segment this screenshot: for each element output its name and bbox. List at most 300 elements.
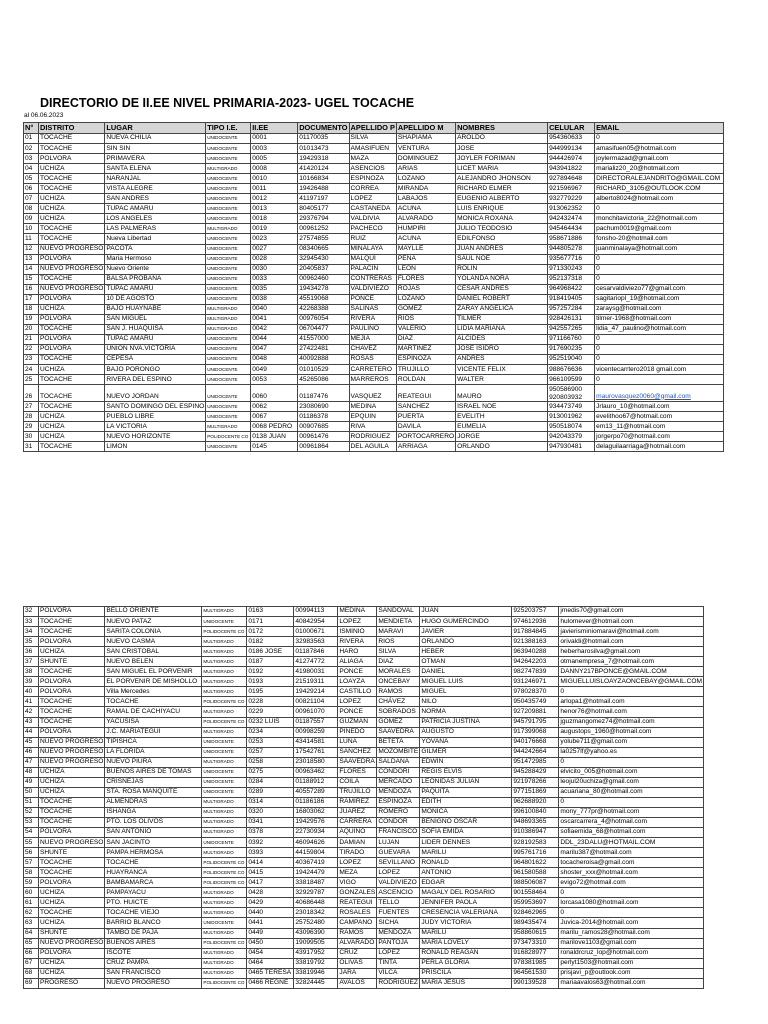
table-row: [24, 878, 704, 888]
cell-district: SHUNTE: [39, 928, 105, 938]
cell-district: UCHIZA: [39, 918, 105, 928]
cell-document: 32929787: [294, 888, 338, 898]
table-row: [24, 737, 704, 747]
cell-number: 37: [24, 657, 39, 667]
cell-document: 01187557: [294, 717, 338, 727]
cell-surname-m: ROJAS: [396, 284, 455, 294]
cell-place: SARITA COLONIA: [105, 627, 202, 637]
cell-school-type: UNIDOCENTE: [206, 294, 251, 304]
table-row: [24, 607, 704, 617]
cell-district: POLVORA: [39, 948, 105, 958]
cell-district: UCHIZA: [39, 365, 105, 375]
cell-number: 02: [24, 144, 39, 154]
cell-email: vicentecarrtero2018 gmail.com: [595, 365, 724, 375]
table-row: [24, 787, 704, 797]
cell-school: 0428: [247, 888, 294, 898]
cell-school: 0038: [251, 294, 298, 304]
cell-document: 19099505: [294, 938, 338, 948]
cell-number: 07: [24, 194, 39, 204]
cell-email: marilu387@hotmail.com: [559, 848, 704, 858]
cell-email: em13_11@hotmail.com: [595, 422, 724, 432]
cell-district: TOCACHE: [39, 627, 105, 637]
column-header-phone: CELULAR: [548, 123, 595, 134]
cell-email: pachum0019@gmail.com: [595, 224, 724, 234]
cell-names: OTMAN: [420, 657, 512, 667]
cell-number: 11: [24, 234, 39, 244]
cell-names: HEBER: [420, 647, 512, 657]
cell-school-type: MULTIGRADO: [206, 224, 251, 234]
cell-email: juanminalaya@hotmail.com: [595, 244, 724, 254]
cell-place: HUAYRANCA: [105, 868, 202, 878]
cell-place: CRUZ PAMPA: [105, 958, 202, 968]
cell-school-type: UNIDOCENTE: [206, 134, 251, 144]
cell-school-type: POLIDOCENTE CO: [202, 978, 247, 988]
cell-document: 01187476: [298, 385, 349, 402]
cell-place: NUEVO JORDAN: [105, 385, 206, 402]
cell-number: 36: [24, 647, 39, 657]
cell-names: HUGO GUMERCINDO: [420, 617, 512, 627]
cell-district: NUEVO PROGRESO: [39, 264, 105, 274]
cell-document: 01010529: [298, 365, 349, 375]
cell-school: 0449: [247, 928, 294, 938]
cell-surname-m: ONCEBAY: [377, 677, 420, 687]
cell-phone: 950586900 920803932: [548, 385, 595, 402]
cell-phone: 942432474: [548, 214, 595, 224]
cell-school-type: UNIDOCENTE: [202, 737, 247, 747]
cell-phone: 945288429: [512, 767, 559, 777]
cell-school: 0466 REGNE: [247, 978, 294, 988]
cell-surname-m: FLORES: [396, 274, 455, 284]
cell-email: mariaavalos63@hotmail.com: [559, 978, 704, 988]
cell-surname-p: REATEGUI: [338, 898, 377, 908]
table-row: [24, 184, 724, 194]
cell-email: javierisminiomaravi@hotmail.com: [559, 627, 704, 637]
cell-names: EDWIN: [420, 757, 512, 767]
cell-surname-m: VALDIVIEZO: [377, 878, 420, 888]
cell-school: 0035: [251, 284, 298, 294]
cell-surname-m: VENTURA: [396, 144, 455, 154]
cell-names: SOFIA EMIDA: [420, 828, 512, 838]
cell-district: NUEVO PROGRESO: [39, 938, 105, 948]
cell-school-type: UNIDOCENTE: [206, 274, 251, 284]
cell-names: LUIS ENRIQUE: [456, 204, 548, 214]
table-row: [24, 817, 704, 827]
cell-school: 0314: [247, 797, 294, 807]
cell-document: 33819946: [294, 968, 338, 978]
table-row: [24, 254, 724, 264]
cell-school-type: MULTIGRADO: [202, 607, 247, 617]
cell-school-type: MULTIGRADO: [202, 817, 247, 827]
cell-document: 41557000: [298, 334, 349, 344]
cell-surname-p: CASTILLO: [338, 687, 377, 697]
cell-school: 0454: [247, 948, 294, 958]
cell-number: 69: [24, 978, 39, 988]
cell-place: RAMAL DE CACHIYACU: [105, 707, 202, 717]
cell-names: LICET MARIA: [456, 164, 548, 174]
cell-phone: 928192583: [512, 838, 559, 848]
table-row: [24, 154, 724, 164]
cell-surname-p: RUIZ: [349, 234, 396, 244]
cell-document: 19429318: [298, 154, 349, 164]
table-row: [24, 432, 724, 442]
cell-surname-p: CONTRERAS: [349, 274, 396, 284]
table-row: [24, 194, 724, 204]
column-header-email: EMAIL: [595, 123, 724, 134]
cell-phone: 951472985: [512, 757, 559, 767]
cell-district: UCHIZA: [39, 647, 105, 657]
cell-district: UCHIZA: [39, 432, 105, 442]
table-row: [24, 314, 724, 324]
cell-number: 22: [24, 344, 39, 354]
cell-district: POLVORA: [39, 828, 105, 838]
cell-school: 0234: [247, 727, 294, 737]
cell-place: LIMON: [105, 442, 206, 452]
cell-place: SAN JACINTO: [105, 838, 202, 848]
cell-number: 23: [24, 355, 39, 365]
cell-surname-p: CASTANEDA: [349, 204, 396, 214]
cell-document: 43917952: [294, 948, 338, 958]
cell-email: 0: [595, 334, 724, 344]
cell-place: 10 DE AGOSTO: [105, 294, 206, 304]
cell-surname-p: DAMIAN: [338, 838, 377, 848]
cell-place: NUEVO CASMA: [105, 637, 202, 647]
cell-school-type: MULTIGRADO: [202, 687, 247, 697]
cell-number: 52: [24, 807, 39, 817]
table-row: [24, 868, 704, 878]
cell-surname-p: ALVARADO: [338, 938, 377, 948]
cell-school: 0450: [247, 938, 294, 948]
table-row: [24, 214, 724, 224]
cell-school-type: UNIDOCENTE: [206, 144, 251, 154]
cell-school: 0440: [247, 908, 294, 918]
cell-email: la0257lf@yahoo.es: [559, 747, 704, 757]
cell-email: 0: [595, 355, 724, 365]
cell-number: 20: [24, 324, 39, 334]
cell-number: 05: [24, 174, 39, 184]
cell-number: 57: [24, 858, 39, 868]
table-row: [24, 717, 704, 727]
cell-school: 0192: [247, 667, 294, 677]
cell-email: fonsho-20@hotmail.com: [595, 234, 724, 244]
cell-surname-p: CAMPANO: [338, 918, 377, 928]
cell-school-type: UNIDOCENTE: [202, 767, 247, 777]
cell-phone: 916828977: [512, 948, 559, 958]
cell-phone: 901558464: [512, 888, 559, 898]
cell-email: yolube711@gmail.com: [559, 737, 704, 747]
table-row: [24, 858, 704, 868]
cell-place: SAN MIGUEL: [105, 314, 206, 324]
cell-email: amasifuen05@hotmail.com: [595, 144, 724, 154]
table-row: [24, 938, 704, 948]
cell-surname-m: DIAZ: [377, 657, 420, 667]
cell-surname-m: LOZANO: [396, 294, 455, 304]
cell-school: 0018: [251, 214, 298, 224]
cell-phone: 931246971: [512, 677, 559, 687]
cell-place: PAMPAYACU: [105, 888, 202, 898]
cell-phone: 940176668: [512, 737, 559, 747]
cell-surname-m: CONDORI: [377, 767, 420, 777]
cell-email: prisjavi_p@outlook.com: [559, 968, 704, 978]
cell-names: VICENTE FELIX: [456, 365, 548, 375]
cell-number: 47: [24, 757, 39, 767]
cell-district: TOCACHE: [39, 908, 105, 918]
cell-document: 01186378: [298, 412, 349, 422]
cell-school-type: POLIDOCENTE CO: [202, 858, 247, 868]
cell-email: cesarvaldiviezo77@gmail.com: [595, 284, 724, 294]
cell-number: 50: [24, 787, 39, 797]
cell-surname-m: SAAVEDRA: [377, 727, 420, 737]
cell-school-type: UNIDOCENTE: [202, 918, 247, 928]
cell-phone: 957257284: [548, 304, 595, 314]
cell-email: jorgerpo70@hotmail.com: [595, 432, 724, 442]
cell-names: BENIGNO OSCAR: [420, 817, 512, 827]
cell-number: 18: [24, 304, 39, 314]
cell-district: TOCACHE: [39, 144, 105, 154]
cell-phone: 964968422: [548, 284, 595, 294]
cell-district: POLVORA: [39, 334, 105, 344]
cell-names: ROLIN: [456, 264, 548, 274]
cell-surname-m: VALERIO: [396, 324, 455, 334]
cell-surname-p: CARRETERO: [349, 365, 396, 375]
cell-surname-p: CHAVEZ: [349, 344, 396, 354]
cell-school-type: MULTIGRADO: [202, 707, 247, 717]
cell-number: 55: [24, 838, 39, 848]
cell-phone: 917884845: [512, 627, 559, 637]
cell-phone: 947930481: [548, 442, 595, 452]
cell-email: tocacheroisa@gmail.com: [559, 858, 704, 868]
cell-document: 40842954: [294, 617, 338, 627]
cell-school-type: MULTIGRADO: [202, 647, 247, 657]
cell-names: LIDER DENNES: [420, 838, 512, 848]
cell-phone: 974612936: [512, 617, 559, 627]
cell-email: marializ20_20@hotmail.com: [595, 164, 724, 174]
table-row: [24, 264, 724, 274]
table-row: [24, 442, 724, 452]
cell-school-type: MULTIGRADO: [202, 958, 247, 968]
cell-place: BAJO PORONGO: [105, 365, 206, 375]
cell-school: 0010: [251, 174, 298, 184]
cell-school: 0068 PEDRO: [251, 422, 298, 432]
cell-place: Villa Mercedes: [105, 687, 202, 697]
cell-phone: 910386947: [512, 828, 559, 838]
cell-phone: 954360633: [548, 134, 595, 144]
cell-school: 0229: [247, 707, 294, 717]
cell-school: 0341: [247, 817, 294, 827]
cell-document: 22730934: [294, 828, 338, 838]
cell-email: sagitariopl_19@hotmail.com: [595, 294, 724, 304]
cell-surname-p: AMASIFUEN: [349, 144, 396, 154]
cell-place: NUEVO HORIZONTE: [105, 432, 206, 442]
cell-email: 0: [559, 888, 704, 898]
cell-place: ISHANGA: [105, 807, 202, 817]
cell-surname-m: SALDANA: [377, 757, 420, 767]
cell-phone: 973473310: [512, 938, 559, 948]
cell-names: AROLDO: [456, 134, 548, 144]
cell-surname-p: LUNA: [338, 737, 377, 747]
cell-school-type: MULTIGRADO: [202, 677, 247, 687]
cell-email: Juvica-2014@hotmail.com: [559, 918, 704, 928]
cell-names: MAGALY DEL ROSARIO: [420, 888, 512, 898]
cell-surname-m: CONDOR: [377, 817, 420, 827]
cell-school: 0284: [247, 777, 294, 787]
table-row: [24, 385, 724, 402]
cell-school-type: POLIDOCENTE CO: [202, 627, 247, 637]
cell-number: 12: [24, 244, 39, 254]
cell-email: DDL_23DALU@HOTMAIL.COM: [559, 838, 704, 848]
cell-surname-p: MINALAYA: [349, 244, 396, 254]
cell-names: MARIA JESUS: [420, 978, 512, 988]
cell-school-type: UNIDOCENTE: [202, 787, 247, 797]
cell-phone: 932779229: [548, 194, 595, 204]
cell-school-type: MULTIGRADO: [202, 637, 247, 647]
cell-email: hulomever@hotmail.com: [559, 617, 704, 627]
cell-school: 0163: [247, 607, 294, 617]
cell-district: UCHIZA: [39, 888, 105, 898]
cell-number: 14: [24, 264, 39, 274]
cell-school: 0253: [247, 737, 294, 747]
cell-surname-m: MERCADO: [377, 777, 420, 787]
cell-names: PATRICIA JUSTINA: [420, 717, 512, 727]
table-row: [24, 968, 704, 978]
cell-place: J.C. MARIATEGUI: [105, 727, 202, 737]
cell-school-type: UNIDOCENTE: [206, 244, 251, 254]
cell-surname-p: MEDINA: [338, 607, 377, 617]
cell-school-type: POLIDOCENTE CO: [202, 938, 247, 948]
cell-names: PRISCILA: [420, 968, 512, 978]
cell-district: TOCACHE: [39, 324, 105, 334]
cell-document: 16803062: [294, 807, 338, 817]
cell-school-type: UNIDOCENTE: [206, 412, 251, 422]
cell-school-type: UNIDOCENTE: [206, 184, 251, 194]
cell-surname-m: PEÑA: [396, 254, 455, 264]
cell-district: TOCACHE: [39, 707, 105, 717]
cell-school: 0258: [247, 757, 294, 767]
cell-number: 40: [24, 687, 39, 697]
cell-school-type: MULTIGRADO: [202, 807, 247, 817]
table-row: [24, 375, 724, 385]
cell-email: otmanempresa_7@hotmail.com: [559, 657, 704, 667]
cell-phone: 988506087: [512, 878, 559, 888]
cell-names: MARILU: [420, 928, 512, 938]
table-row: [24, 777, 704, 787]
cell-number: 29: [24, 422, 39, 432]
cell-email: leojul20uchiza@gmail.com: [559, 777, 704, 787]
cell-email: zaraysg@hotmail.com: [595, 304, 724, 314]
cell-place: VISTA ALEGRE: [105, 184, 206, 194]
cell-place: PUEBLO LIBRE: [105, 412, 206, 422]
cell-names: CRESENCIA VALERIANA: [420, 908, 512, 918]
cell-phone: 996100840: [512, 807, 559, 817]
cell-number: 43: [24, 717, 39, 727]
cell-email: 0: [595, 375, 724, 385]
cell-names: ZARAY ANGELICA: [456, 304, 548, 314]
cell-names: NILO: [420, 697, 512, 707]
cell-district: UCHIZA: [39, 214, 105, 224]
cell-phone: 942642203: [512, 657, 559, 667]
cell-phone: 950518074: [548, 422, 595, 432]
table-row: [24, 617, 704, 627]
cell-document: 40686448: [294, 898, 338, 908]
cell-surname-m: SANDOVAL: [377, 607, 420, 617]
cell-document: 10166834: [298, 174, 349, 184]
cell-email: acuariana_80@hotmail.com: [559, 787, 704, 797]
cell-district: TOCACHE: [39, 234, 105, 244]
cell-document: 27422481: [298, 344, 349, 354]
cell-surname-p: ROSAS: [349, 355, 396, 365]
cell-email: perlyt1503@hotmail.com: [559, 958, 704, 968]
cell-document: 40557289: [294, 787, 338, 797]
cell-school-type: UNIDOCENTE: [206, 254, 251, 264]
cell-district: POLVORA: [39, 878, 105, 888]
cell-phone: 921978266: [512, 777, 559, 787]
cell-names: YOLANDA NORA: [456, 274, 548, 284]
cell-document: 33819792: [294, 958, 338, 968]
cell-surname-m: MIRANDA: [396, 184, 455, 194]
cell-names: DANIEL: [420, 667, 512, 677]
cell-names: LIDIA MARIANA: [456, 324, 548, 334]
cell-email: 0: [595, 134, 724, 144]
cell-surname-m: MARTINEZ: [396, 344, 455, 354]
cell-document: 23018580: [294, 757, 338, 767]
cell-school: 0417: [247, 878, 294, 888]
cell-district: POLVORA: [39, 607, 105, 617]
cell-email: henor76@hotmail.com: [559, 707, 704, 717]
cell-school-type: UNIDOCENTE: [206, 442, 251, 452]
cell-email-link[interactable]: maurovasquez0060@gmail.com: [595, 385, 724, 402]
cell-surname-p: TIRADO: [338, 848, 377, 858]
cell-phone: 913062352: [548, 204, 595, 214]
cell-phone: 917399068: [512, 727, 559, 737]
cell-place: RIVERA DEL ESPINO: [105, 375, 206, 385]
cell-district: TOCACHE: [39, 442, 105, 452]
cell-phone: 921596967: [548, 184, 595, 194]
cell-names: ISRAEL NOE: [456, 402, 548, 412]
cell-school-type: UNIDOCENTE: [206, 154, 251, 164]
cell-document: 27574855: [298, 234, 349, 244]
cell-school-type: MULTIGRADO: [202, 667, 247, 677]
cell-names: EDGAR: [420, 878, 512, 888]
cell-phone: 913001962: [548, 412, 595, 422]
table-row: [24, 677, 704, 687]
cell-district: TOCACHE: [39, 797, 105, 807]
cell-email: jguzmangomez74@hotmail.com: [559, 717, 704, 727]
cell-surname-m: FUENTES: [377, 908, 420, 918]
cell-school-type: UNIDOCENTE: [206, 194, 251, 204]
cell-phone: 982747839: [512, 667, 559, 677]
cell-number: 33: [24, 617, 39, 627]
cell-number: 65: [24, 938, 39, 948]
cell-district: TOCACHE: [39, 807, 105, 817]
cell-district: TOCACHE: [39, 858, 105, 868]
cell-surname-p: OLIVAS: [338, 958, 377, 968]
table-row: [24, 422, 724, 432]
cell-document: 00961864: [298, 442, 349, 452]
cell-school-type: MULTIGRADO: [202, 657, 247, 667]
cell-document: 41274772: [294, 657, 338, 667]
cell-district: SHUNTE: [39, 657, 105, 667]
cell-surname-p: PONCE: [349, 294, 396, 304]
cell-surname-m: RIOS: [396, 314, 455, 324]
cell-number: 60: [24, 888, 39, 898]
cell-surname-p: MEDINA: [349, 402, 396, 412]
cell-document: 01000671: [294, 627, 338, 637]
cell-names: MONICA ROXANA: [456, 214, 548, 224]
cell-place: LOS ANGELES: [105, 214, 206, 224]
cell-document: 20405837: [298, 264, 349, 274]
cell-school-type: MULTIGRADO: [202, 968, 247, 978]
cell-email: monchitavictoria_22@hotmail.com: [595, 214, 724, 224]
cell-surname-p: ISMINIO: [338, 627, 377, 637]
